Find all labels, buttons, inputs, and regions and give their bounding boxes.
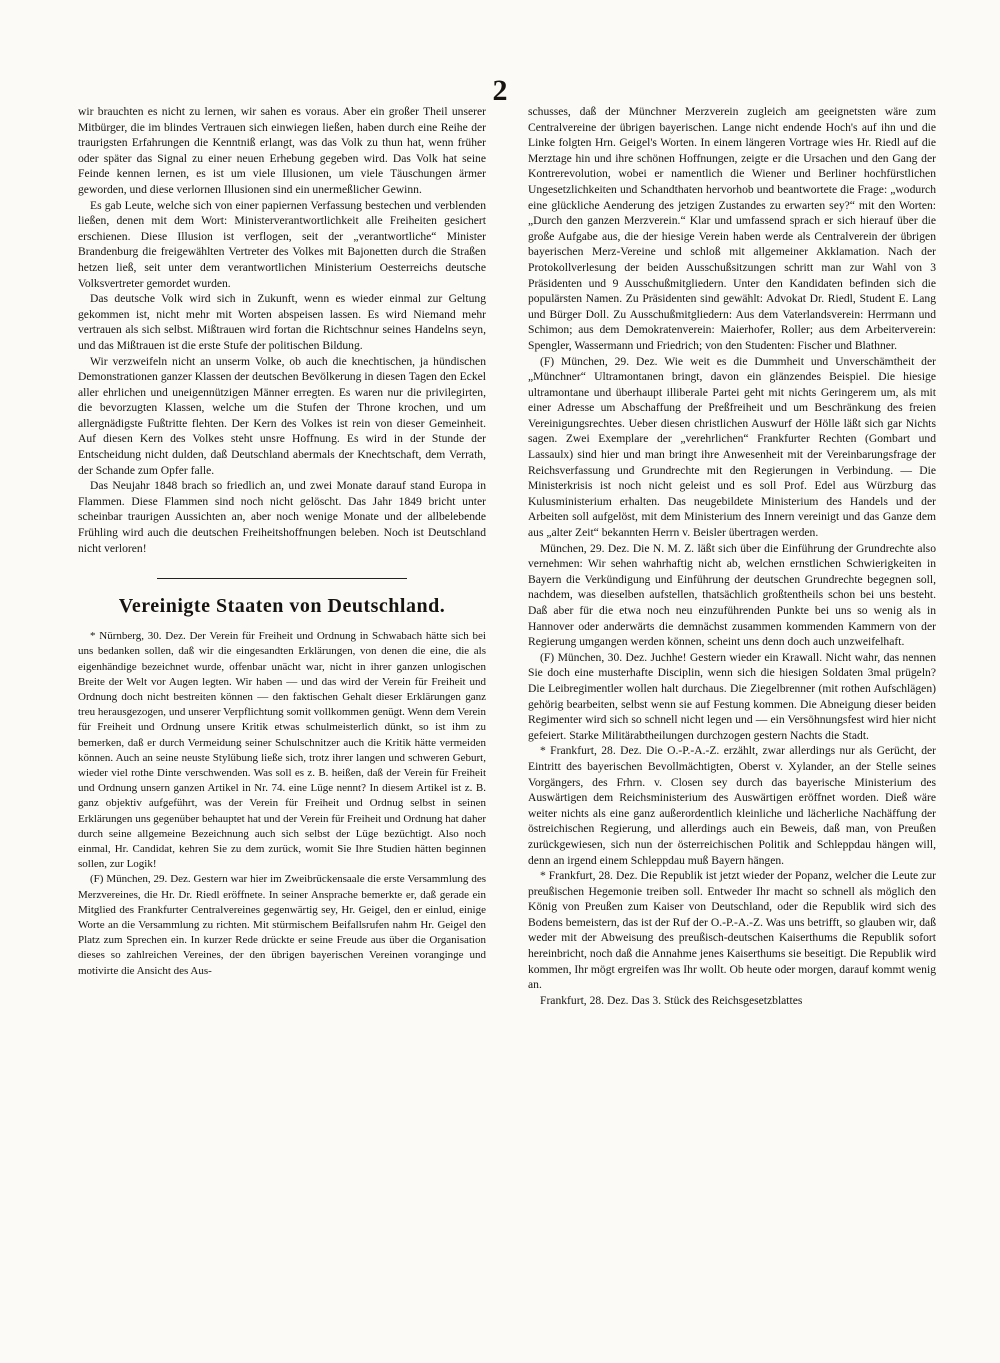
news-section <box>78 629 486 979</box>
news-item: * Frankfurt, 28. Dez. Die Republik ist jetzt wieder der Popanz, welcher die Leute zur preußischen Hegemonie treiben soll. Entweder Ihr macht so schnell als möglich den König von Preußen zum Kaiser von Deutschland, oder die Republik wird sich des Bodens bemeistern, das ist der Ruf der O.-P.-A.-Z. Was uns betrifft, so glauben wir, daß weder mit der Abweisung des preußisch-deutschen Kaiserthums die Republik sofort hereinbricht, noch daß die Annahme jenes Kaiserthums sie beseitigt. Die Republik wird kommen, Ihr mögt ergreifen was Ihr wollt. Ob heute oder morgen, darauf kommt wenig an. <box>528 869 936 992</box>
article-paragraph: wir brauchten es nicht zu lernen, wir sahen es voraus. Aber ein großer Theil unserer Mitbürger, die im blindes Vertrauen sich einwiegen ließen, haben durch eine Reihe der traurigsten Erfahrungen die Kenntniß erlangt, was das Volk zu thun hat, wenn früher oder später das Signal zu einer neuen Erhebung gegeben wird. Das Volk hat seine Feinde kennen lernen, es ist um viele Illusionen, um viele Täuschungen ärmer geworden, und diese verlornen Illusionen sind ein unermeßlicher Gewinn. <box>78 105 486 196</box>
news-item: München, 29. Dez. Die N. M. Z. läßt sich über die Einführung der Grundrechte also vernehmen: Wir sehen wahrhaftig nicht ab, welchen ernstlichen Schwierigkeiten in Bayern die Verkündigung und Einführung der deutschen Grundrechte begegnen soll, nachdem, was dieselben aufstellen, thatsächlich großtentheils schon bei uns besteht. Daß aber für die etwa noch neu einzuführenden Punkte bei uns so wenig als in Hannover oder anderwärts die demnächst zusammen kommenden Kammern von der Regierung umgangen werden können, scheint uns denn doch auch unzweifelhaft. <box>528 541 936 649</box>
news-item: schusses, daß der Münchner Merzverein zugleich am geeignetsten wäre zum Centralvereine der übrigen bayerischen. Lange nicht endende Hoch's auf ihn und die Linke folgten Hrn. Geigel's Worten. In einem längeren Vortrage wies Hr. Riedl auf die Merztage hin und ihre schönen Hoffnungen, zeigte er die Ursachen und den Gang der Kontrerevolution, wobei er namentlich die Wiener und Berliner hochfürstlichen Ungesetzlichkeiten und Schandthaten hervorhob und beantwortete die Frage: „wodurch eine glückliche Aenderung des jetzigen Zustandes zu erwarten sey?“ mit den Worten: „Durch den ganzen Merzverein.“ Klar und umfassend sprach er sich hierauf über die große Aufgabe aus, die der hiesige Verein haben werde als Centralverein der übrigen bayerischen Merz-Vereine und schloß mit allgemeiner Akklamation. Nach der Protokollverlesung der beiden Ausschußsitzungen schritt man zur Wahl von 3 Präsidenten und 9 Ausschußmitgliedern. Unter den Kandidaten befinden sich die populärsten Namen. Zu Präsidenten sind gewählt: Advokat Dr. Riedl, Student E. Lang und Bürger Doll. Zu Ausschußmitgliedern: Aus dem Vaterlandsverein: Herrmann und Schimon; aus dem Demokratenverein: Maierhofer, Roller; aus dem Arbeiterverein: Spengler, Wassermann und Friedrich; von den Studenten: Fischer und Blathner. <box>528 105 936 352</box>
article-paragraph: Das Neujahr 1848 brach so friedlich an, und zwei Monate darauf stand Europa in Flammen. Diese Flammen sind noch nicht gelöscht. Das Jahr 1849 bricht unter scheinbar traurigen Aussichten an, aber noch wenige Monate und der allbelebende Frühling wird auch die deutschen Freiheitshoffnungen beleben. Noch ist Deutschland nicht verloren! <box>78 479 486 555</box>
news-item: (F) München, 29. Dez. Wie weit es die Dummheit und Unverschämtheit der „Münchner“ Ultramontanen bringt, davon ein glänzendes Beispiel. Die hiesige ultramontane und überhaupt illiberale Partei geht mit nichts Geringerem um, als mit einer Adresse um Abschaffung der Preßfreiheit und um Beschränkung des freien Vereinigungsrechtes. Ueber diesen christlichen Auswurf der Hölle läßt sich gar Nichts sagen. Zwei Exemplare der „verehrlichen“ Frankfurter Rechten (Gombart und Lassaulx) sind hier und man bringt ihre Anwesenheit mit der Vereinbarungsfrage der Reichsverfassung und Grundrechte mit den Regierungen in Verbindung. — Die Ministerkrisis ist noch nicht geleist und es soll Prof. Edel aus Würzburg das Kulusministerium erhalten. Das neugebildete Ministerium des Handels und der Arbeiten soll aufgelöst, mit dem Ministerium des Innern vereinigt und das Ganze dem aus „alter Zeit“ bekannten Herrn v. Beisler übertragen werden. <box>528 354 936 540</box>
right-column <box>528 104 936 1284</box>
news-item: (F) München, 29. Dez. Gestern war hier im Zweibrückensaale die erste Versammlung des Merzvereines, die Hr. Dr. Riedl eröffnete. In seiner Ansprache bemerkte er, daß gerade ein Mitglied des Frankfurter Centralvereines gegenwärtig sey, Hr. Geigel, den er einlud, einige Worte an die Versammlung zu richten. Mit stürmischem Beifallsrufen nahm Hr. Geigel den Platz zum Sprechen ein. In kurzer Rede drückte er seine Freude aus über die Organisation dieses so zahlreichen Vereines, der den übrigen bayerischen Vereinen voranginge und motivirte die Ansicht des Aus- <box>78 873 486 977</box>
page-number: 2 <box>492 74 508 107</box>
article-paragraph: Wir verzweifeln nicht an unserm Volke, ob auch die knechtischen, ja hündischen Demonstrationen ganzer Klassen der deutschen Bevölkerung in diesen Tagen den Eckel aller ehrlichen und uneigennützigen Männer erregten. Es waren nur die privilegirten, die bevorzugten Klassen, welche um die Stufen der Throne krochen, und um allergnädigste Fußtritte flehten. Der Kern des Volkes ist rein von dieser Gemeinheit. Auf diesen Kern des Volkes steht unsre Hoffnung. Es wird in der Stunde der Entscheidung nicht dulden, daß Deutschland abermals der Knechtschaft, dem Verrath, der Schande zum Opfer falle. <box>78 354 486 477</box>
article-paragraph: Das deutsche Volk wird sich in Zukunft, wenn es wieder einmal zur Geltung gekommen ist, nicht mehr mit Worten abspeisen lassen. Es wird Niemand mehr vertrauen als sich selbst. Mißtrauen wird fortan die Richtschnur seines Handelns seyn, und das Mißtrauen ist die erste Stufe der politischen Bildung. <box>78 292 486 352</box>
left-column <box>78 104 486 1284</box>
article-paragraph: Es gab Leute, welche sich von einer papiernen Verfassung bestechen und verblenden ließen, denen mit dem Wort: Ministerverantwortlichkeit alle Freiheiten gesichert erschienen. Diese Illusion ist verflogen, seit der „verantwortliche“ Minister Brandenburg die freigewählten Vertreter des Volkes mit Bajonetten durch die Straßen hetzen ließ, seit unter dem verantwortlichen Ministerium Oesterreichs deutsche Volksvertreter gemordet wurden. <box>78 198 486 290</box>
section-divider <box>157 578 407 579</box>
news-item: * Frankfurt, 28. Dez. Die O.-P.-A.-Z. erzählt, zwar allerdings nur als Gerücht, der Eintritt des bayerischen Bevollmächtigten, Oberst v. Xylander, an der Stelle seines Vorgängers, des Frhrn. v. Closen sey durch das bayerische Ministerium des Auswärtigen dem Reichsministerium des Auswärtigen eröffnet worden. Dieß wäre weiter nichts als eine ganz außerordentlich kleinliche und lächerliche Nachäffung der östreichischen Regierung, und allerdings auch ein Beweis, daß man, von Preußen zurückgewiesen, sich nun der österreichischen Politik and Schleppdau hängen will, denn an irgend einem Schleppdau muß Bayern hängen. <box>528 744 936 867</box>
news-item: Frankfurt, 28. Dez. Das 3. Stück des Reichsgesetzblattes <box>540 993 803 1007</box>
section-heading: Vereinigte Staaten von Deutschland. <box>118 595 446 618</box>
news-item: (F) München, 30. Dez. Juchhe! Gestern wieder ein Krawall. Nicht wahr, das nennen Sie doch eine musterhafte Disciplin, wenn sich die hiesigen Soldaten 3mal prügeln? Die Leibregimentler wollen halt durchaus. Die Ziegelbrenner (mit rothen Aufschlägen) gehörig bearbeiten, selbst wenn sie auf Festung kommen. Die Abneigung dieser beiden Regimenter wird sich so schnell nicht legen und — ein Versöhnungsfest wird hier nicht gefeiert. Starke Militärabtheilungen durchzogen gestern Nachts die Stadt. <box>528 650 936 742</box>
news-item: * Nürnberg, 30. Dez. Der Verein für Freiheit und Ordnung in Schwabach hätte sich bei uns bedanken sollen, daß wir die eingesandten Erklärungen, von denen die eine, die als eigenhändige bezeichnet wurde, offenbar unächt war, nicht in ihrer ganzen unlogischen Breite der Welt vor Augen legten. Wir haben — und das wird der Verein für Freiheit und Ordnung doch nicht bestreiten können — den faktischen Gehalt dieser Erklärungen ganz treu herausgezogen, und unserer Verpflichtung somit vollkommen genügt. Wenn dem Verein für Freiheit und Ordnung unsere Kritik etwas schulmeisterlich dünkt, so ist ihm zu bemerken, daß er durch Vermeidung seiner Schulschnitzer auch die Kritik hätte vermeiden können. Auch an seine neuste Stylübung ließe sich, trotz ihrer langen und schweren Geburt, wieder viel rothe Dinte verschwenden. Was soll es z. B. heißen, daß der Verein für Freiheit und Ordnung unsern ganzen Artikel in Nr. 74. eine Lüge nennt? In diesem Artikel ist z. B. ganz objektiv aufgeführt, was der Verein für Freiheit und Ordnug selbst in seinen Erklärungen uns gegenüber behauptet hat und der Verein für Freiheit und Ordnung hat daher durch seine allgemeine Bezeichnung auch sich selbst der Lüge bezüchtigt. Also noch einmal, Hr. Candidat, kehren Sie zu dem zurück, womit Sie Ihre Studien hätten beginnen sollen, zur Logik! <box>78 630 486 871</box>
